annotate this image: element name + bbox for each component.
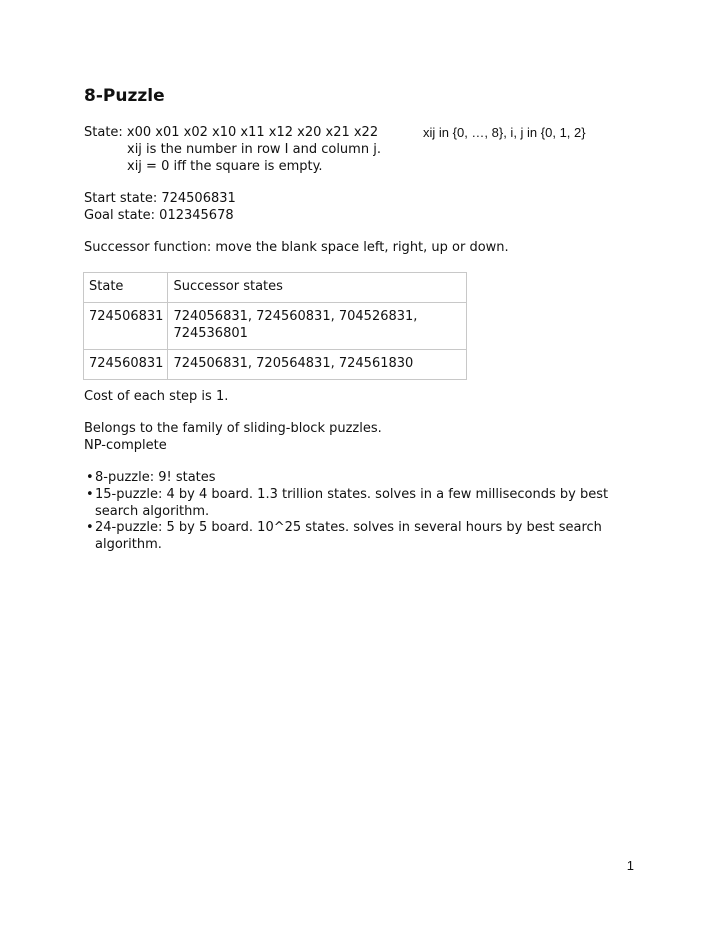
bullet-marker: •	[86, 520, 94, 535]
table-cell-state: 724506831	[84, 303, 168, 350]
page-title: 8-Puzzle	[84, 86, 165, 106]
complexity-class: NP-complete	[84, 438, 167, 453]
successor-table	[83, 272, 467, 380]
table-cell-successors	[168, 350, 467, 380]
successor-function: Successor function: move the blank space left, right, up or down.	[84, 240, 509, 255]
bullet-marker: •	[86, 470, 94, 485]
table-row	[84, 303, 467, 350]
table-header-successors: Successor states	[168, 273, 467, 303]
successors-line: 724506831, 720564831, 724561830	[173, 356, 414, 371]
start-state: Start state: 724506831	[84, 191, 236, 206]
step-cost: Cost of each step is 1.	[84, 389, 229, 404]
puzzle-family: Belongs to the family of sliding-block puzzles.	[84, 421, 382, 436]
state-line-empty: xij = 0 iff the square is empty.	[127, 159, 323, 174]
bullet-text: 8-puzzle: 9! states	[95, 470, 216, 485]
successors-line: 724536801	[173, 326, 248, 341]
state-domain-note: xij in {0, …, 8}, i, j in {0, 1, 2}	[423, 125, 586, 140]
table-row	[84, 350, 467, 380]
table-header-state: State	[84, 273, 168, 303]
bullet-text: 24-puzzle: 5 by 5 board. 10^25 states. solves in several hours by best search	[95, 520, 602, 535]
state-line-row-col: xij is the number in row I and column j.	[127, 142, 381, 157]
goal-state: Goal state: 012345678	[84, 208, 234, 223]
bullet-marker: •	[86, 487, 94, 502]
table-header-row	[84, 273, 467, 303]
bullet-text-continued: search algorithm.	[95, 504, 210, 519]
page-number: 1	[626, 858, 634, 873]
state-definition: State: x00 x01 x02 x10 x11 x12 x20 x21 x22	[84, 125, 379, 140]
table-cell-successors	[168, 303, 467, 350]
successors-line: 724056831, 724560831, 704526831,	[173, 309, 418, 324]
bullet-text-continued: algorithm.	[95, 537, 162, 552]
table-cell-state: 724560831	[84, 350, 168, 380]
bullet-text: 15-puzzle: 4 by 4 board. 1.3 trillion states. solves in a few milliseconds by best	[95, 487, 609, 502]
